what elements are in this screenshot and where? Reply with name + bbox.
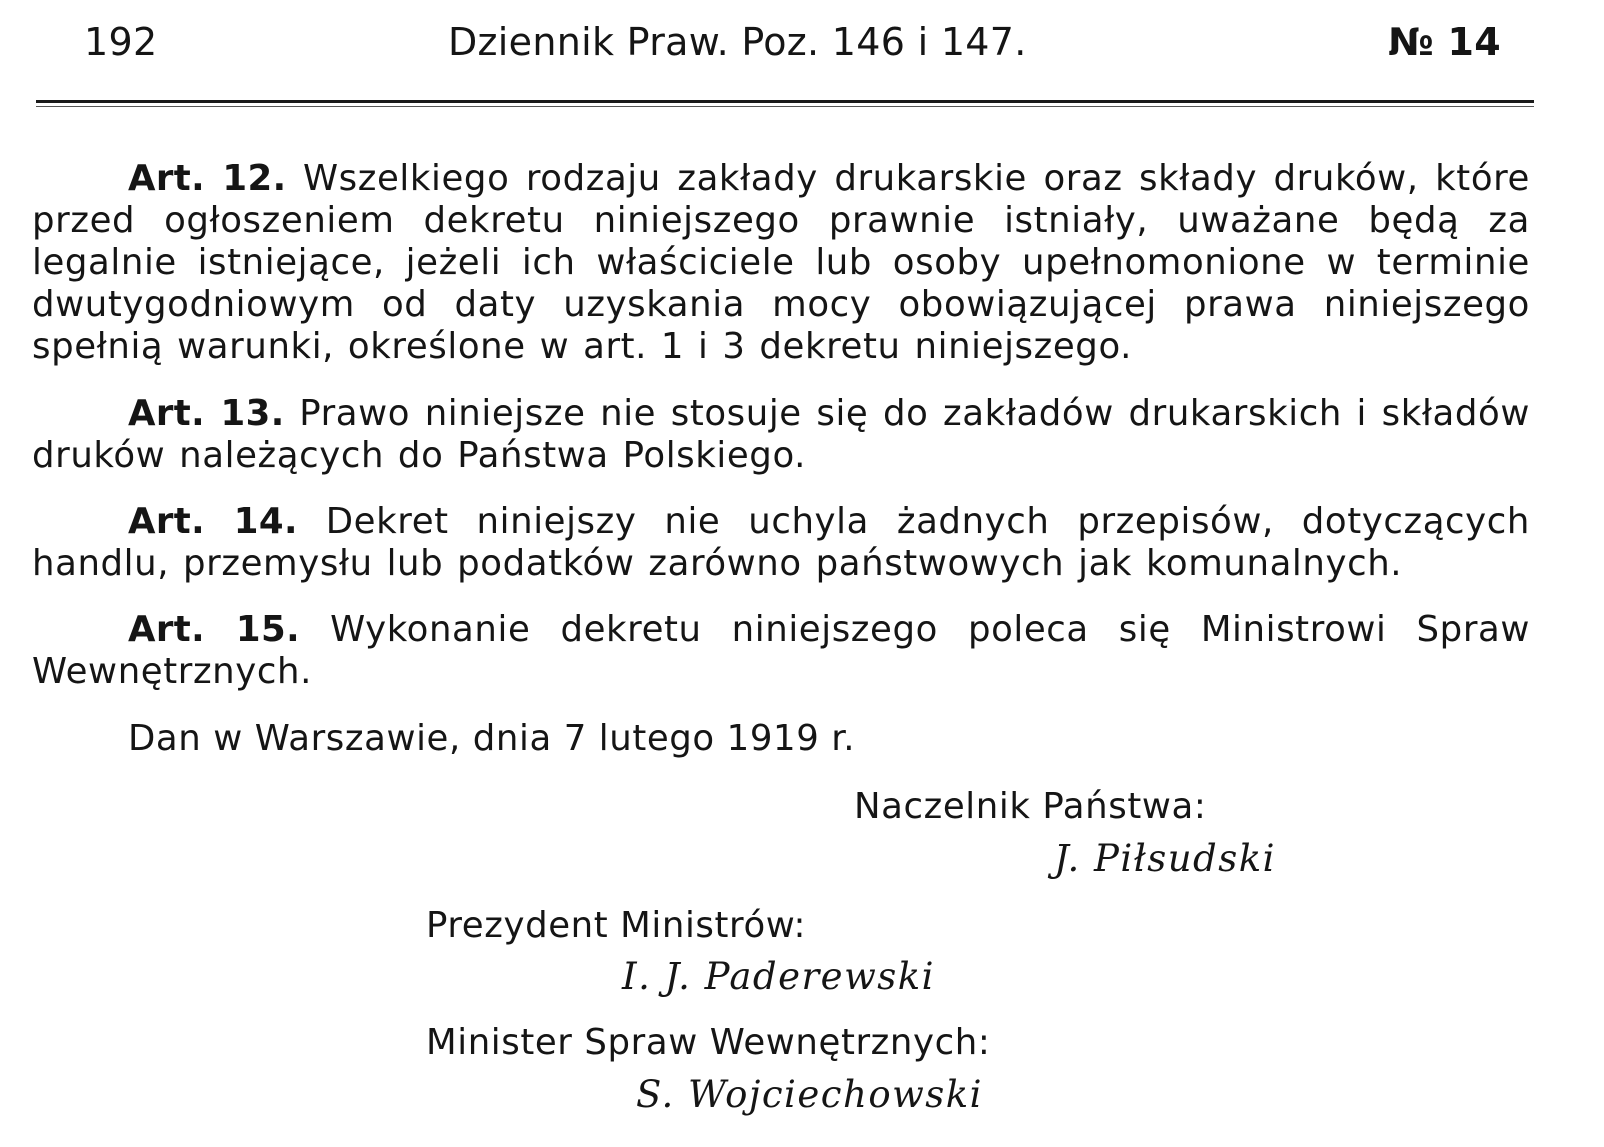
article-text: Wszelkiego rodzaju zakłady drukarskie oraz składy druków, które przed ogłoszeniem dekretu niniejszego prawnie istniały, uważane będą za legalnie istniejące, jeżeli ich właściciele lub osoby upełnomonione w terminie dwutygodniowym od daty uzyskania mocy obowiązującej prawa niniejszego spełnią warunki, określone w art. 1 i 3 dekretu niniejszego.: [32, 158, 1530, 367]
signature-pilsudski: J. Piłsudski: [1054, 837, 1276, 880]
article-text: Wykonanie dekretu niniejszego poleca się Ministrowi Spraw Wewnętrznych.: [32, 609, 1530, 692]
header-rule: [36, 100, 1534, 103]
date-line: Dan w Warszawie, dnia 7 lutego 1919 r.: [128, 718, 856, 759]
signature-wojciechowski: S. Wojciechowski: [636, 1073, 984, 1116]
article-text: Dekret niniejszy nie uchyla żadnych przepisów, dotyczących handlu, przemysłu lub podatków zarówno państwowych jak komunalnych.: [32, 501, 1530, 584]
header-rule-thin: [36, 106, 1534, 107]
page-number: 192: [84, 20, 158, 64]
signature-paderewski: I. J. Paderewski: [622, 955, 935, 998]
article-15: [32, 609, 1530, 693]
issue-number: № 14: [1388, 20, 1502, 64]
article-13: [32, 393, 1530, 477]
article-12: [32, 158, 1530, 368]
journal-title: Dziennik Praw. Poz. 146 i 147.: [448, 20, 1027, 64]
article-label: Art. 13.: [128, 393, 285, 434]
article-label: Art. 15.: [128, 609, 301, 650]
signer-title-interior-minister: Minister Spraw Wewnętrznych:: [426, 1022, 991, 1063]
signer-title-prime-minister: Prezydent Ministrów:: [426, 905, 807, 946]
article-label: Art. 14.: [128, 501, 298, 542]
article-14: [32, 501, 1530, 585]
article-label: Art. 12.: [128, 158, 287, 199]
article-text: Prawo niniejsze nie stosuje się do zakładów drukarskich i składów druków należących do Państwa Polskiego.: [32, 393, 1530, 476]
signer-title-head-of-state: Naczelnik Państwa:: [854, 786, 1207, 827]
